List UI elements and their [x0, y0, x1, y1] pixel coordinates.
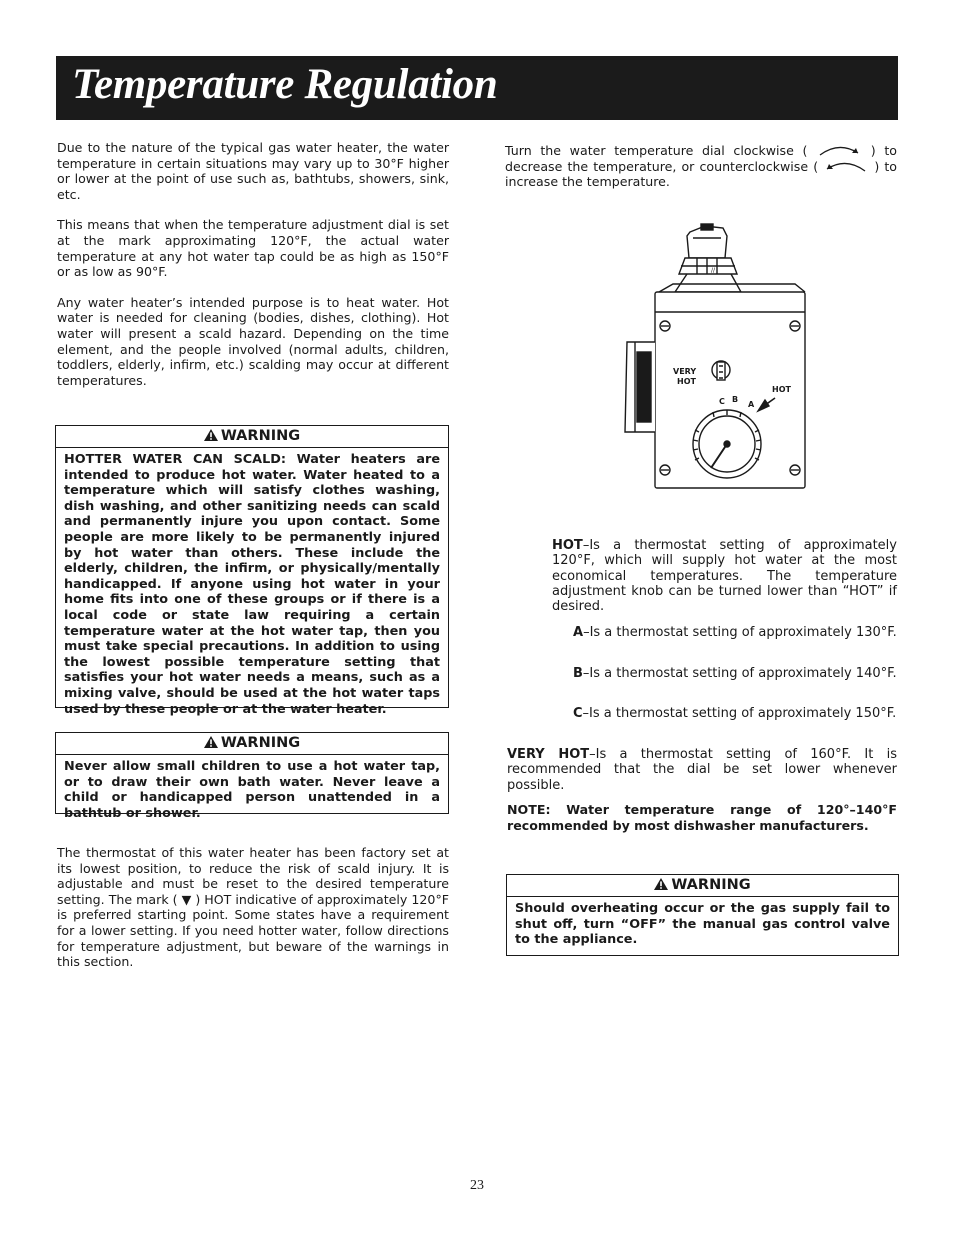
setting-term: VERY HOT: [507, 747, 590, 762]
illustration-b-label: B: [732, 395, 739, 404]
illustration-hot-label: HOT: [772, 385, 791, 394]
illustration-c-label: C: [719, 397, 725, 406]
dial-instruction-part-1: Turn the water temperature dial clockwise (: [505, 143, 808, 158]
warning-box-overheating: [506, 874, 899, 956]
warning-box-children: [55, 732, 449, 821]
svg-text://: //: [711, 267, 716, 274]
dishwasher-note: NOTE: Water temperature range of 120°–140°F recommended by most dishwasher manufacturers.: [507, 802, 897, 833]
gas-control-valve-illustration: [615, 222, 811, 490]
counterclockwise-arrow-icon: [823, 160, 869, 172]
warning-header: [56, 426, 448, 448]
warning-triangle-icon: [204, 736, 218, 748]
warning-box-hot-water: [55, 425, 449, 717]
illustration-a-label: A: [748, 400, 755, 409]
dial-instruction-part-2: ) to decrease the temperature, or counterclockwise (: [505, 143, 897, 174]
setting-hot: [552, 538, 897, 614]
setting-description: –Is a thermostat setting of 160°F. It is recommended that the dial be set lower whenever possible.: [507, 747, 897, 793]
setting-description: –Is a thermostat setting of approximately 150°F.: [582, 706, 897, 721]
dial-instruction-part-3: ) to increase the temperature.: [505, 158, 897, 190]
setting-term: A: [573, 625, 584, 640]
illustration-very-label: VERY: [673, 367, 697, 376]
warning-triangle-icon: [654, 878, 668, 890]
warning-label: WARNING: [220, 428, 301, 444]
title-bar: [56, 56, 898, 120]
setting-term: C: [573, 706, 583, 721]
page-title: Temperature Regulation: [72, 61, 498, 108]
dial-instructions: [505, 143, 897, 190]
setting-term: HOT: [552, 538, 583, 553]
paragraph-dial-direction: [505, 143, 897, 190]
setting-c: [573, 706, 897, 721]
warning-text-children: Never allow small children to use a hot water tap, or to draw their own bath water. Never leave a child or handicapped person unattended in a bathtub or shower.: [64, 759, 440, 821]
setting-a: [573, 625, 897, 640]
paragraph-dial-setting: This means that when the temperature adjustment dial is set at the mark approximating 120°F, the actual water temperature at any hot water tap could be as high as 150°F or as low as 90°F.: [57, 217, 449, 280]
setting-term: B: [573, 666, 583, 681]
setting-very-hot: [507, 747, 897, 793]
paragraph-temperature-variance: Due to the nature of the typical gas water heater, the water temperature in certain situations may vary up to 30°F higher or lower at the point of use such as, bathtubs, showers, sink, etc.: [57, 140, 449, 202]
warning-triangle-icon: [204, 429, 218, 441]
warning-header: [507, 875, 898, 897]
paragraph-scald-hazard: Any water heater’s intended purpose is to heat water. Hot water is needed for cleaning (bodies, dishes, clothing). Hot water will present a scald hazard. Depending on the time element, and the people involved (normal adults, children, toddlers, elderly, infirm, etc.) scalding may occur at different temperatures.: [57, 294, 449, 388]
warning-text-overheating: Should overheating occur or the gas supply fail to shut off, turn “OFF” the manual gas control valve to the appliance.: [515, 901, 890, 948]
page-number: 23: [470, 1178, 484, 1193]
paragraph-factory-setting: The thermostat of this water heater has been factory set at its lowest position, to reduce the risk of scald injury. It is adjustable and must be reset to the desired temperature setting. The mark ( ▼ ) HOT indicative of approximately 120°F is preferred starting point. Some states have a requirement for a lower setting. If you need hotter water, follow directions for temperature adjustment, but beware of the warnings in this section.: [57, 845, 449, 970]
setting-description: –Is a thermostat setting of approximately 130°F.: [583, 625, 897, 640]
setting-b: [573, 666, 897, 681]
warning-label: WARNING: [220, 735, 301, 751]
clockwise-arrow-icon: [816, 144, 862, 156]
warning-label: WARNING: [671, 877, 751, 893]
setting-description: –Is a thermostat setting of approximately 140°F.: [582, 666, 897, 681]
warning-text-hot-water: HOTTER WATER CAN SCALD: Water heaters are intended to produce hot water. Water heated to a temperature which will satisfy clothes washing, dish washing, and other sanitizing needs can scald and permanently injure you upon contact. Some people are more likely to be permanently injured by hot water than others. These include the elderly, children, the infirm, or physically/mentally handicapped. If anyone using hot water in your home fits into one of these groups or if there is a local code or state law requiring a certain temperature water at the hot water tap, then you must take special precautions. In addition to using the lowest possible temperature setting that satisfies your hot water needs a means, such as a mixing valve, should be used at the hot water taps used by these people or at the water heater.: [64, 452, 440, 717]
illustration-very-hot-label: HOT: [677, 377, 696, 386]
setting-description: –Is a thermostat setting of approximately 120°F, which will supply hot water at the most economical temperatures. The temperature adjustment knob can be turned lower than “HOT” if desired.: [552, 538, 897, 615]
left-column: [57, 140, 449, 388]
warning-header: [56, 733, 448, 755]
